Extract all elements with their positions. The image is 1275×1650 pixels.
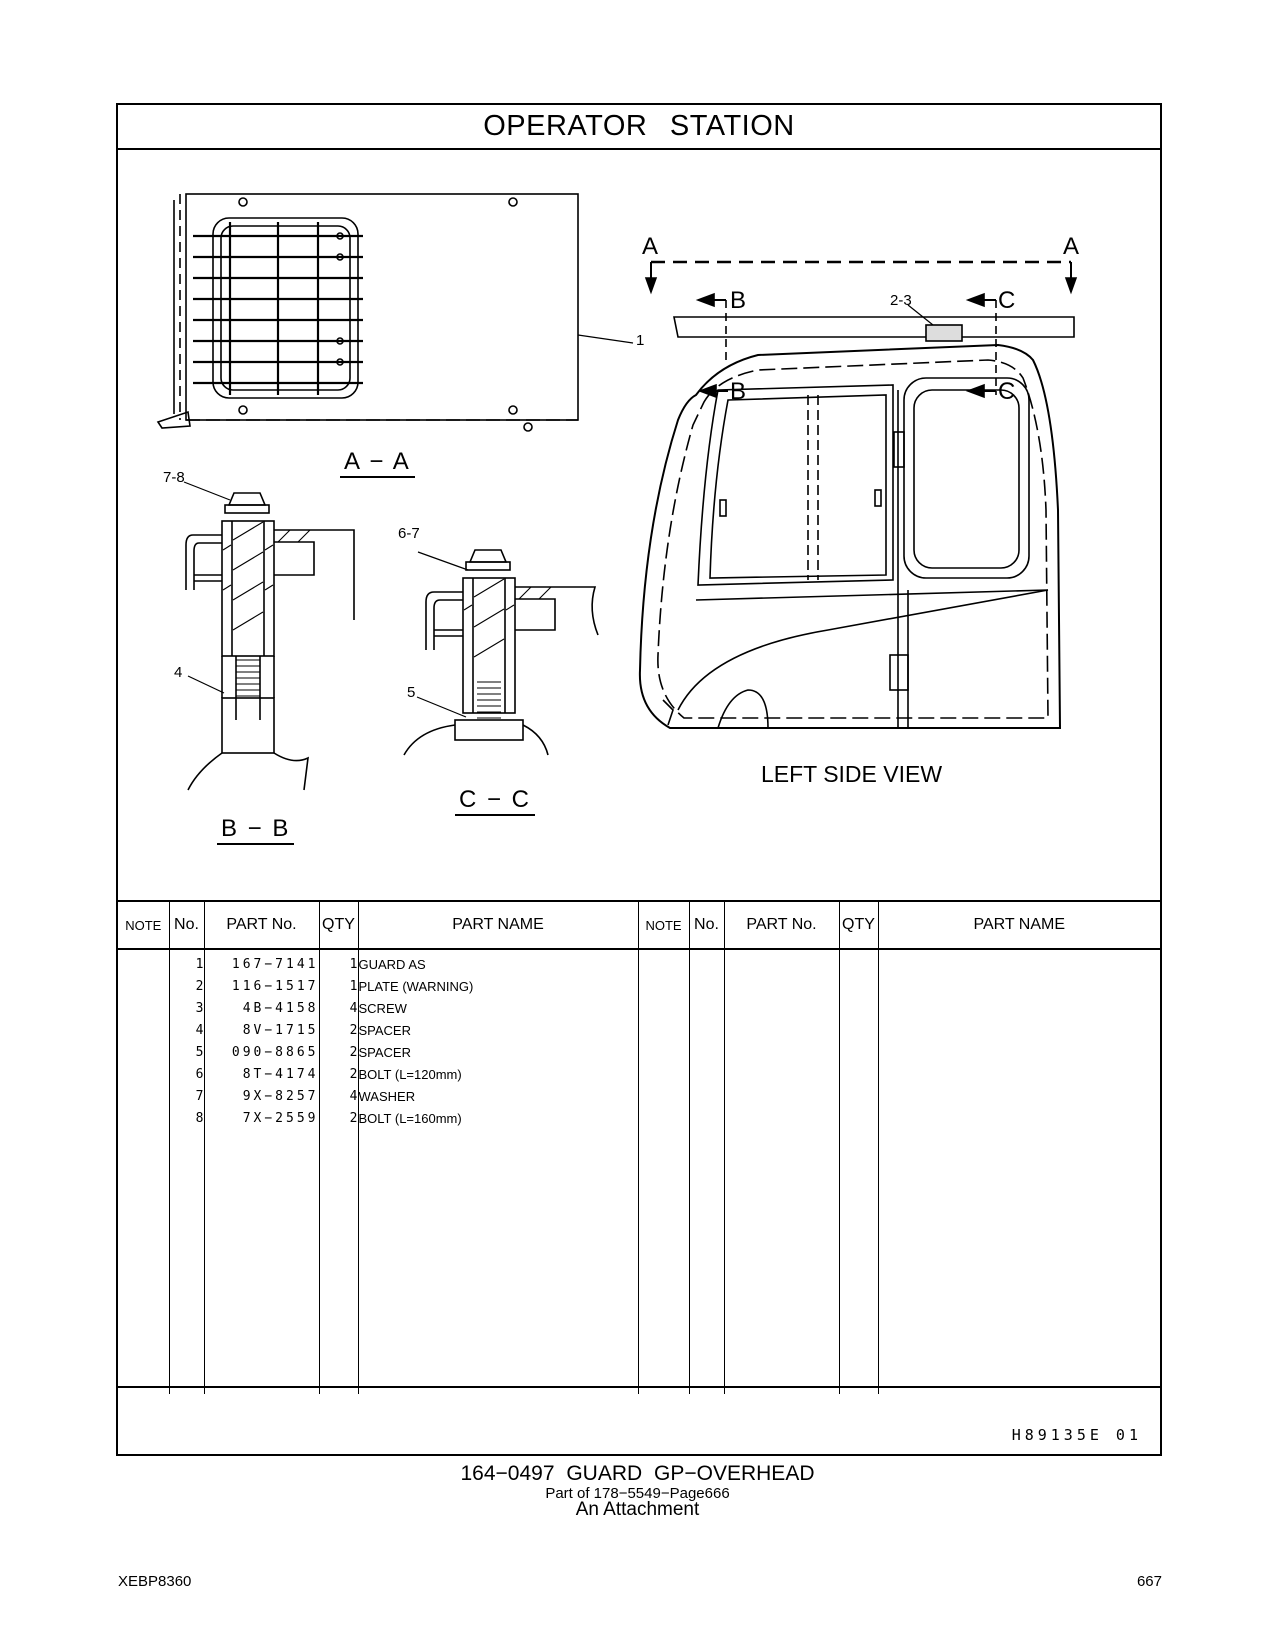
document-id: XEBP8360 — [118, 1573, 192, 1590]
part-no-column-right — [724, 949, 839, 1394]
view-cc-drawing — [404, 550, 598, 755]
callout-2-3: 2-3 — [890, 292, 912, 309]
callout-5: 5 — [407, 684, 416, 701]
view-label-bb: B − B — [217, 817, 294, 845]
assembly-illustration — [118, 150, 1160, 900]
row-3-name: SCREW — [358, 1001, 407, 1016]
part-name-column — [358, 949, 638, 1394]
callout-1: 1 — [636, 332, 645, 349]
note-column — [118, 949, 169, 1394]
view-label-cc: C − C — [455, 788, 535, 816]
table-footer — [118, 1386, 1160, 1456]
row-5-qty: 2 — [349, 1045, 358, 1060]
page-number: 667 — [1136, 1573, 1162, 1590]
row-5-no: 5 — [195, 1045, 204, 1060]
row-7-qty: 4 — [349, 1089, 358, 1104]
part-name-column-right — [878, 949, 1160, 1394]
header-part-name-right: PART NAME — [878, 901, 1160, 949]
left-side-view-drawing — [640, 262, 1076, 728]
row-4-part-no: 8V−1715 — [242, 1023, 319, 1038]
table-header-row — [118, 901, 1160, 949]
row-6-no: 6 — [195, 1067, 204, 1082]
row-4-name: SPACER — [358, 1023, 411, 1038]
row-3-part-no: 4B−4158 — [242, 1001, 319, 1016]
header-part-no-right: PART No. — [724, 901, 839, 949]
view-label-aa: A − A — [340, 450, 415, 478]
caption-part-of: Part of 178−5549−Page666 — [545, 1485, 730, 1502]
header-qty-right: QTY — [839, 901, 878, 949]
row-1-qty: 1 — [349, 957, 358, 972]
row-3-qty: 4 — [349, 1001, 358, 1016]
caption-attachment: An Attachment — [575, 1499, 700, 1520]
view-label-left-side: LEFT SIDE VIEW — [761, 761, 943, 787]
row-8-part-no: 7X−2559 — [242, 1111, 319, 1126]
row-6-part-no: 8T−4174 — [242, 1067, 319, 1082]
section-marker-b-bottom: B — [730, 378, 747, 405]
row-2-name: PLATE (WARNING) — [358, 979, 474, 994]
note-column-right — [638, 949, 689, 1394]
row-5-name: SPACER — [358, 1045, 411, 1060]
section-marker-a-left: A — [642, 233, 659, 260]
row-1-name: GUARD AS — [358, 957, 426, 972]
row-2-qty: 1 — [349, 979, 358, 994]
header-no: No. — [169, 901, 204, 949]
callout-6-7: 6-7 — [398, 525, 420, 542]
caption-title: 164−0497 GUARD GP−OVERHEAD — [460, 1462, 815, 1485]
no-column-right — [689, 949, 724, 1394]
drawing-code: H89135E 01 — [1011, 1426, 1142, 1444]
part-no-column — [204, 949, 319, 1394]
row-8-name: BOLT (L=160mm) — [358, 1111, 462, 1126]
section-marker-c-bottom: C — [998, 378, 1016, 405]
header-note: NOTE — [118, 901, 169, 949]
table-body-row — [118, 949, 1160, 1394]
header-part-no: PART No. — [204, 901, 319, 949]
parts-page-frame — [116, 103, 1162, 1456]
callout-4: 4 — [174, 664, 183, 681]
illustration-area — [118, 150, 1160, 900]
qty-column — [319, 949, 358, 1394]
row-6-qty: 2 — [349, 1067, 358, 1082]
header-no-right: No. — [689, 901, 724, 949]
section-marker-a-right: A — [1063, 233, 1080, 260]
parts-table — [118, 900, 1160, 1394]
row-8-no: 8 — [195, 1111, 204, 1126]
section-marker-b-top: B — [730, 287, 747, 314]
page-title: OPERATOR STATION — [118, 105, 1160, 150]
row-1-no: 1 — [195, 957, 204, 972]
header-note-right: NOTE — [638, 901, 689, 949]
section-marker-c-top: C — [998, 287, 1016, 314]
row-8-qty: 2 — [349, 1111, 358, 1126]
callout-7-8: 7-8 — [163, 469, 185, 486]
row-3-no: 3 — [195, 1001, 204, 1016]
header-qty: QTY — [319, 901, 358, 949]
row-7-name: WASHER — [358, 1089, 416, 1104]
row-6-name: BOLT (L=120mm) — [358, 1067, 462, 1082]
row-7-no: 7 — [195, 1089, 204, 1104]
qty-column-right — [839, 949, 878, 1394]
row-4-no: 4 — [195, 1023, 204, 1038]
row-1-part-no: 167−7141 — [231, 957, 319, 972]
row-5-part-no: 090−8865 — [231, 1045, 319, 1060]
row-7-part-no: 9X−8257 — [242, 1089, 319, 1104]
header-part-name: PART NAME — [358, 901, 638, 949]
row-2-no: 2 — [195, 979, 204, 994]
view-bb-drawing — [184, 482, 354, 790]
row-4-qty: 2 — [349, 1023, 358, 1038]
no-column — [169, 949, 204, 1394]
view-aa-drawing — [158, 194, 633, 431]
row-2-part-no: 116−1517 — [231, 979, 319, 994]
